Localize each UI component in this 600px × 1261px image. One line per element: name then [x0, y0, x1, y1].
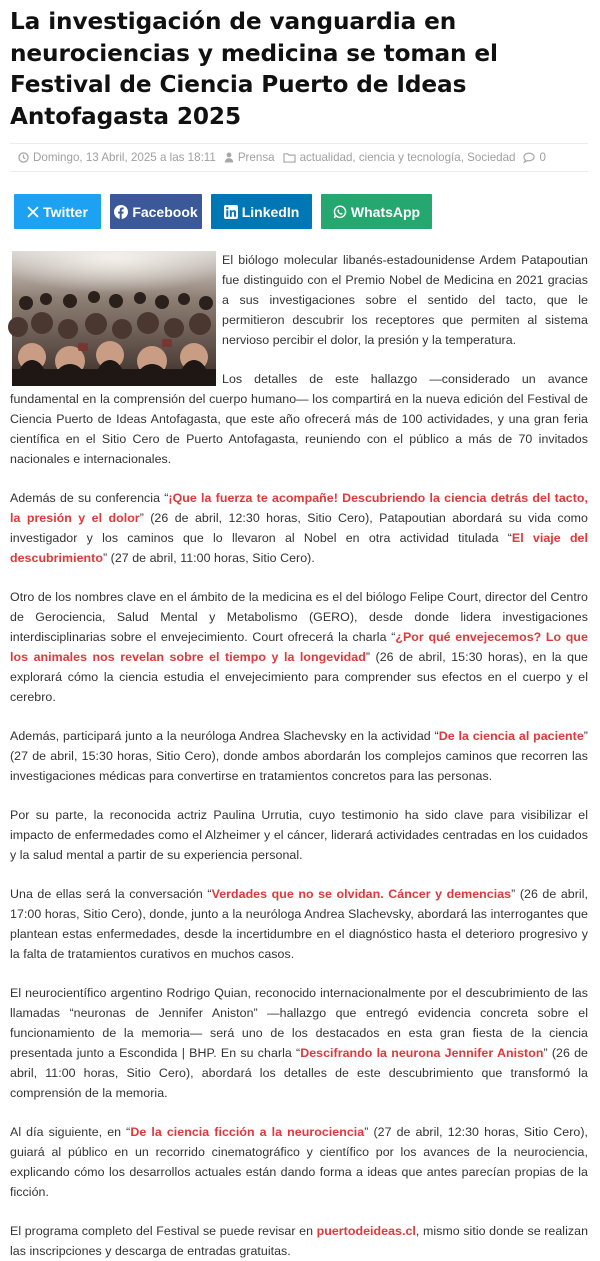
categories-link[interactable]: actualidad, ciencia y tecnología, Sociedad — [299, 151, 516, 164]
user-icon — [224, 152, 234, 163]
folder-icon — [283, 152, 296, 163]
twitter-label: Twitter — [43, 203, 88, 220]
paragraph-4: Otro de los nombres clave en el ámbito de la medicina es el del biólogo Felipe Court, director del Centro de Gerociencia, Salud Mental y Metabolismo (GERO), desde donde lidera investigaciones interdisciplinarias sobre el envejecimiento. Court ofrecerá la charla “¿Por qué envejecemos? Lo que los animales nos revelan sobre el tiempo y la longevidad” (26 de abril, 15:30 horas), en la que explorará cómo la ciencia estudia el envejecimiento para comprender sus efectos en el cuerpo y el cerebro. — [10, 590, 588, 704]
paragraph-10: El programa completo del Festival se puede revisar en puertodeideas.cl, mismo sitio donde se realizan las inscripciones y descarga de entradas gratuitas. — [10, 1224, 589, 1258]
talk-title-envejecemos: ¿Por qué envejecemos? Lo que los animales nos revelan sobre el tiempo y la longevidad — [10, 630, 588, 664]
talk-title-aniston: Descifrando la neurona Jennifer Aniston — [300, 1046, 544, 1060]
x-icon — [27, 206, 39, 218]
paragraph-2: Los detalles de este hallazgo —considerado un avance fundamental en la comprensión del cuerpo humano— los compartirá en la nueva edición del Festival de Ciencia Puerto de Ideas Antofagasta, que este año ofrecerá más de 100 actividades, y una gran feria científica en el Sitio Cero de Puerto Antofagasta, reuniendo con el público a más de 70 invitados nacionales e internacionales. — [10, 372, 588, 466]
whatsapp-label: WhatsApp — [350, 203, 421, 220]
facebook-icon — [114, 205, 128, 219]
paragraph-6: Por su parte, la reconocida actriz Paulina Urrutia, cuyo testimonio ha sido clave para visibilizar el impacto de enfermedades como el Alzheimer y el cáncer, liderará actividades centradas en los cuidados y la salud mental a partir de su experiencia personal. — [10, 808, 588, 862]
author-meta[interactable] — [224, 151, 275, 164]
linkedin-label: LinkedIn — [241, 203, 300, 220]
talk-title-viaje: El viaje del descubrimiento — [10, 531, 588, 565]
comment-icon — [523, 152, 535, 163]
clock-icon — [18, 152, 29, 163]
paragraph-7: Una de ellas será la conversación “Verdades que no se olvidan. Cáncer y demencias” (26 de abril, 17:00 horas, Sitio Cero), donde, junto a la neuróloga Andrea Slachevsky, abordará las interrogantes que plantean estas enfermedades, desde la incertidumbre en el diagnóstico hasta el deterioro progresivo y la falta de tratamientos curativos en muchos casos. — [10, 887, 588, 961]
paragraph-3: Además de su conferencia “¡Que la fuerza te acompañe! Descubriendo la ciencia detrás del tacto, la presión y el dolor” (26 de abril, 12:30 horas, Sitio Cero), Patapoutian abordará su vida como investigador y los caminos que lo llevaron al Nobel en otra actividad titulada “El viaje del descubrimiento” (27 de abril, 11:00 horas, Sitio Cero). — [10, 491, 588, 565]
share-bar — [10, 194, 588, 229]
linkedin-share-button[interactable] — [211, 194, 312, 229]
talk-title-paciente: De la ciencia al paciente — [438, 729, 584, 743]
paragraph-8: El neurocientífico argentino Rodrigo Quian, reconocido internacionalmente por el descubrimiento de las llamadas “neuronas de Jennifer Aniston” —hallazgo que entregó evidencia concreta sobre el funcionamiento de la memoria— será uno de los destacados en esta gran fiesta de la ciencia presentada junto a Escondida | BHP. En su charla “Descifrando la neurona Jennifer Aniston” (26 de abril, 11:00 horas, Sitio Cero), abordará los detalles de este descubrimiento que transformó la comprensión de la memoria. — [10, 986, 588, 1100]
talk-title-fuerza: ¡Que la fuerza te acompañe! Descubriendo la ciencia detrás del tacto, la presión y el dolor — [10, 491, 588, 525]
audience-image — [12, 251, 216, 386]
festival-website-link[interactable]: puertodeideas.cl — [316, 1224, 416, 1238]
facebook-label: Facebook — [132, 203, 198, 220]
comments-meta[interactable] — [523, 151, 545, 164]
article-meta — [10, 143, 588, 172]
categories-meta[interactable] — [283, 151, 516, 164]
date-meta — [18, 151, 216, 164]
facebook-share-button[interactable] — [110, 194, 202, 229]
whatsapp-icon — [333, 205, 347, 219]
paragraph-9: Al día siguiente, en “De la ciencia ficción a la neurociencia” (27 de abril, 12:30 horas, Sitio Cero), guiará al público en un recorrido cinematográfico y científico por los avances de la neurociencia, explicando cómo los desarrollos actuales están dando forma a ideas que antes parecían propias de la ficción. — [10, 1125, 589, 1199]
whatsapp-share-button[interactable] — [321, 194, 432, 229]
talk-title-ficcion: De la ciencia ficción a la neurociencia — [130, 1125, 365, 1139]
paragraph-5: Además, participará junto a la neuróloga Andrea Slachevsky en la actividad “De la ciencia al paciente” (27 de abril, 15:30 horas, Sitio Cero), donde ambos abordarán los complejos caminos que recorren las investigaciones médicas para convertirse en tratamientos concretos para las personas. — [10, 729, 588, 783]
article-photo — [12, 251, 216, 386]
paragraph-1: El biólogo molecular libanés-estadounidense Ardem Patapoutian fue distinguido con el Premio Nobel de Medicina en 2021 gracias a sus investigaciones sobre el sentido del tacto, que le permitieron descubrir los receptores que permiten al sistema nervioso percibir el dolor, la presión y la temperatura. — [222, 253, 588, 347]
article-title: La investigación de vanguardia en neurociencias y medicina se toman el Festival de Ciencia Puerto de Ideas Antofagasta 2025 — [10, 8, 498, 130]
twitter-share-button[interactable] — [14, 194, 101, 229]
article-body — [10, 250, 588, 1261]
talk-title-verdades: Verdades que no se olvidan. Cáncer y demencias — [211, 887, 512, 901]
comments-count[interactable]: 0 — [539, 151, 546, 164]
author-link[interactable]: Prensa — [237, 151, 275, 164]
linkedin-icon — [224, 205, 238, 219]
publish-date: Domingo, 13 Abril, 2025 a las 18:11 — [33, 151, 216, 164]
